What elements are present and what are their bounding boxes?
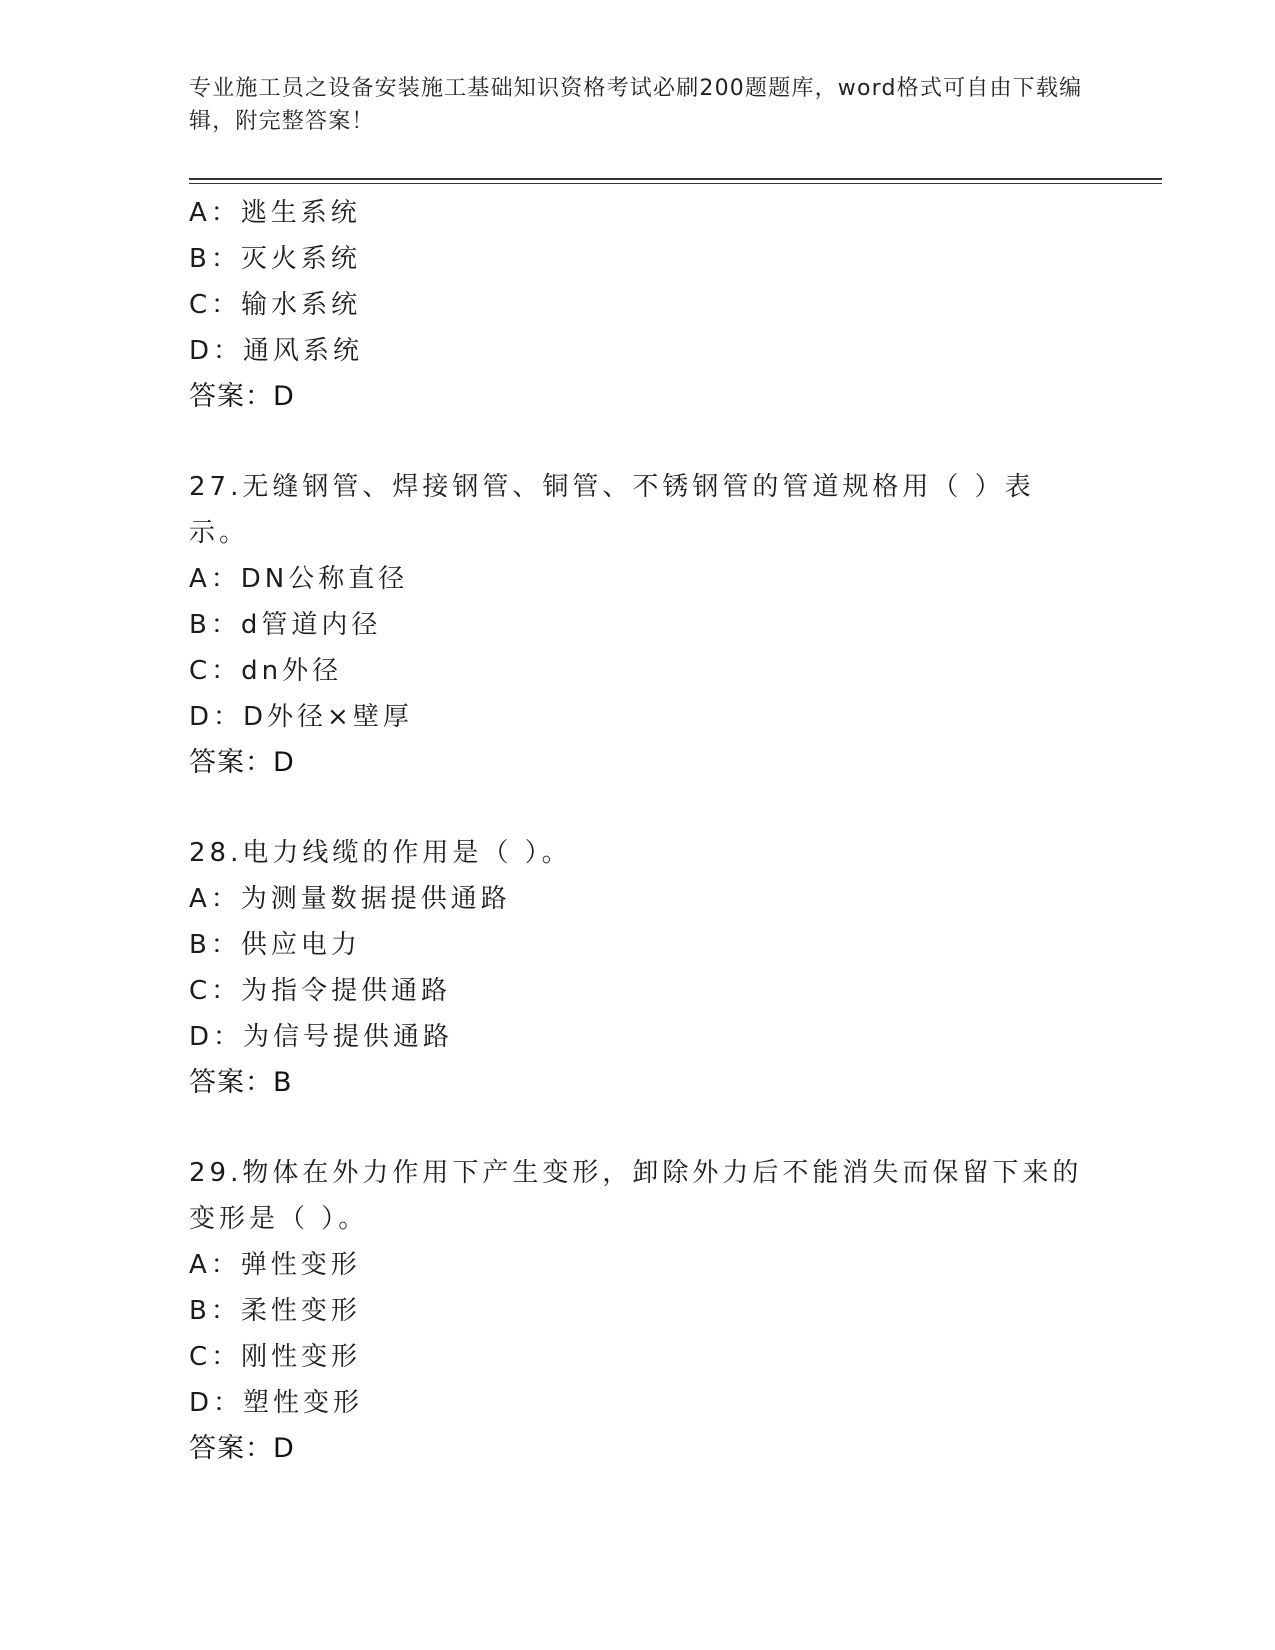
option-c: C：输水系统 [189,290,362,320]
question-stem: 28.电力线缆的作用是（ ）。 [189,838,572,868]
answer-line: 答案：D [189,747,295,778]
option-d: D：D外径×壁厚 [189,702,413,732]
option-a: A：逃生系统 [189,198,361,228]
question-stem: 27.无缝钢管、焊接钢管、铜管、不锈钢管的管道规格用（ ）表示。 [189,472,1035,548]
document-header: 专业施工员之设备安装施工基础知识资格考试必刷200题题库，word格式可自由下载编辑，附完整答案！ [189,76,1083,134]
spacer [189,1106,1089,1150]
answer-line: 答案：B [189,1067,293,1098]
option-a: A：为测量数据提供通路 [189,884,511,914]
spacer [189,420,1089,464]
question-29 [189,1150,1089,1472]
question-28 [189,830,1089,1106]
option-d: D：为信号提供通路 [189,1022,454,1052]
spacer [189,786,1089,830]
option-d: D：塑性变形 [189,1388,364,1418]
option-c: C：刚性变形 [189,1342,362,1372]
option-a: A：弹性变形 [189,1250,361,1280]
option-b: B：柔性变形 [189,1296,361,1326]
option-c: C：dn外径 [189,656,343,686]
option-a: A：DN公称直径 [189,564,409,594]
option-b: B：灭火系统 [189,244,361,274]
option-b: B：供应电力 [189,930,361,960]
option-d: D：通风系统 [189,336,364,366]
question-stem: 29.物体在外力作用下产生变形，卸除外力后不能消失而保留下来的变形是（ ）。 [189,1158,1083,1234]
option-b: B：d管道内径 [189,610,382,640]
option-c: C：为指令提供通路 [189,976,452,1006]
question-list [189,190,1089,1472]
answer-line: 答案：D [189,1433,295,1464]
question-continued [189,190,1089,420]
header-divider-thin [189,183,1162,184]
question-27 [189,464,1089,786]
answer-line: 答案：D [189,381,295,412]
header-divider-thick [189,178,1162,180]
